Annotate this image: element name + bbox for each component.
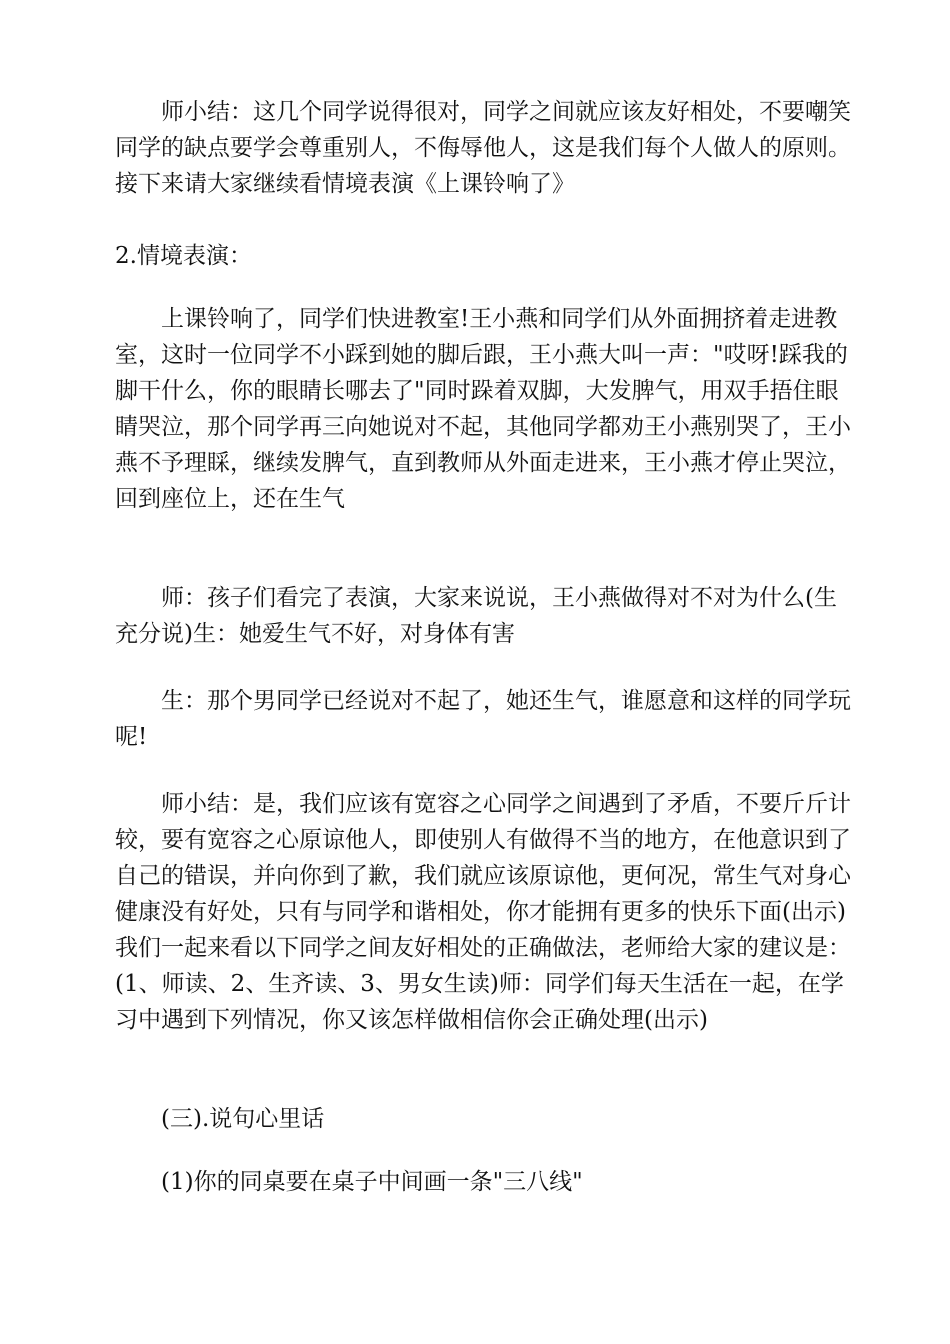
text-line: 健康没有好处，只有与同学和谐相处，你才能拥有更多的快乐下面(出示) (115, 899, 846, 925)
section-heading-heart-words (115, 1101, 835, 1137)
paragraph-student-answer (115, 683, 851, 755)
text-line: 充分说)生：她爱生气不好，对身体有害 (115, 621, 515, 647)
text-line: 较，要有宽容之心原谅他人，即使别人有做得不当的地方，在他意识到了 (115, 827, 851, 853)
text-line: 师小结：是，我们应该有宽容之心同学之间遇到了矛盾，不要斤斤计 (161, 791, 851, 817)
text-line: 回到座位上，还在生气 (115, 486, 345, 512)
text-line: 习中遇到下列情况，你又该怎样做相信你会正确处理(出示) (115, 1007, 708, 1033)
text-line: 2.情境表演： (115, 243, 252, 269)
text-line: 呢! (115, 724, 148, 750)
text-line: 上课铃响了，同学们快进教室!王小燕和同学们从外面拥挤着走进教 (161, 306, 838, 332)
text-line: 师：孩子们看完了表演，大家来说说，王小燕做得对不对为什么(生 (161, 585, 837, 611)
text-line: (1)你的同桌要在桌子中间画一条"三八线" (161, 1169, 583, 1195)
text-line: 燕不予理睬，继续发脾气，直到教师从外面走进来，王小燕才停止哭泣， (115, 450, 851, 476)
text-line: (1、师读、2、生齐读、3、男女生读)师：同学们每天生活在一起，在学 (115, 971, 844, 997)
text-line: (三).说句心里话 (161, 1106, 325, 1132)
text-line: 睛哭泣，那个同学再三向她说对不起，其他同学都劝王小燕别哭了，王小 (115, 414, 851, 440)
paragraph-teacher-question (115, 580, 835, 652)
text-line: 脚干什么，你的眼睛长哪去了"同时跺着双脚，大发脾气，用双手捂住眼 (115, 378, 839, 404)
list-item-1 (115, 1164, 835, 1200)
text-line: 自己的错误，并向你到了歉，我们就应该原谅他，更何况，常生气对身心 (115, 863, 851, 889)
paragraph-summary-2 (115, 786, 851, 1038)
text-line: 师小结：这几个同学说得很对，同学之间就应该友好相处，不要嘲笑 (161, 99, 851, 125)
paragraph-scenario (115, 301, 851, 517)
text-line: 室，这时一位同学不小踩到她的脚后跟，王小燕大叫一声："哎呀!踩我的 (115, 342, 848, 368)
text-line: 我们一起来看以下同学之间友好相处的正确做法，老师给大家的建议是： (115, 935, 851, 961)
section-heading-scenario (115, 238, 835, 274)
text-line: 生：那个男同学已经说对不起了，她还生气，谁愿意和这样的同学玩 (161, 688, 851, 714)
paragraph-summary-1 (115, 94, 851, 202)
text-line: 接下来请大家继续看情境表演《上课铃响了》 (115, 171, 575, 197)
text-line: 同学的缺点要学会尊重别人，不侮辱他人，这是我们每个人做人的原则。 (115, 135, 851, 161)
